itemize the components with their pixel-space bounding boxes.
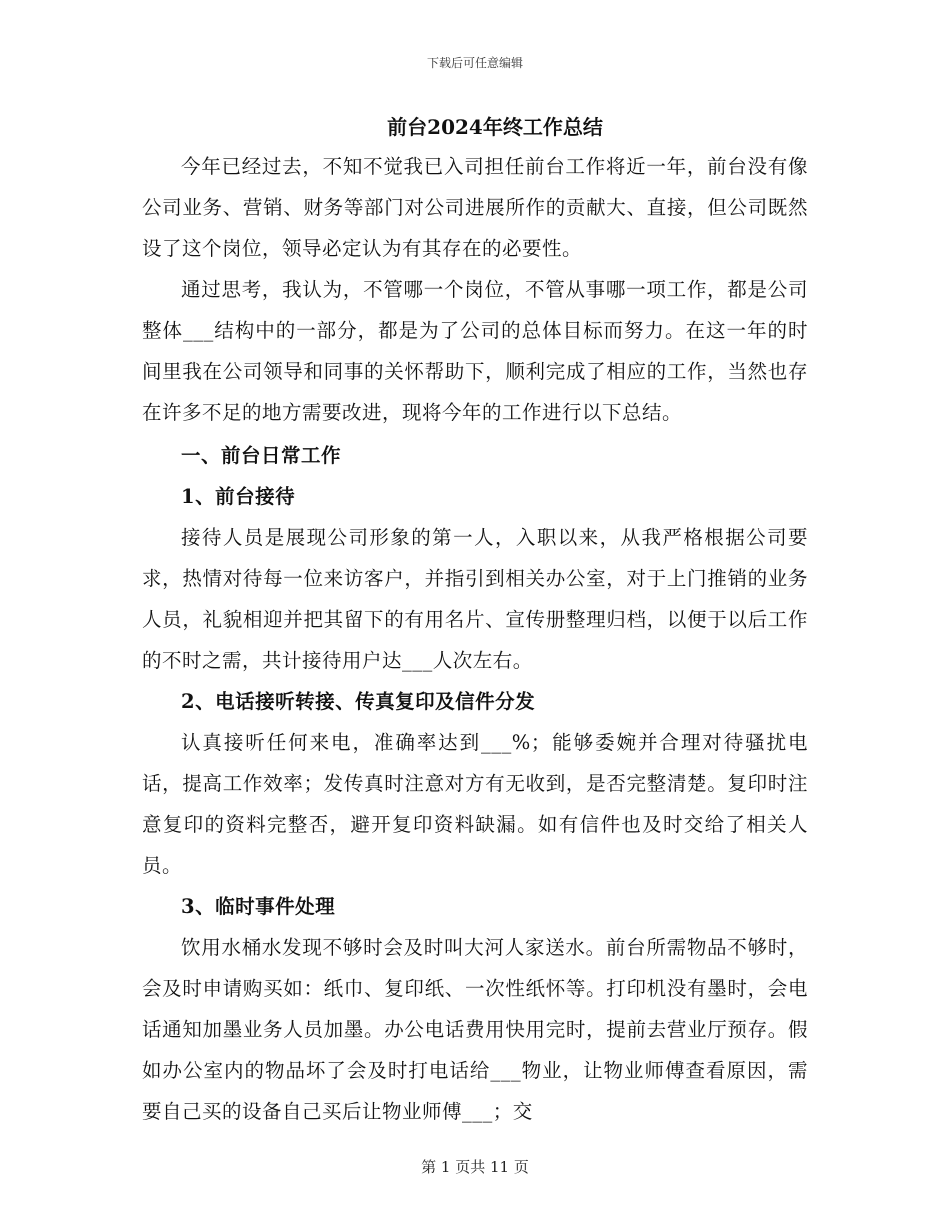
intro-paragraph-1: 今年已经过去，不知不觉我已入司担任前台工作将近一年，前台没有像公司业务、营销、财务等部门对公司进展所作的贡献大、直接，但公司既然设了这个岗位，领导必定认为有其存在的必要性。 bbox=[142, 155, 808, 260]
document-body bbox=[142, 112, 808, 1132]
subsection-heading-reception: 1、前台接待 bbox=[181, 485, 296, 508]
page-header-note: 下载后可任意编辑 bbox=[426, 56, 523, 70]
intro-paragraph-2: 通过思考，我认为，不管哪一个岗位，不管从事哪一项工作，都是公司整体___结构中的一部分，都是为了公司的总体目标而努力。在这一年的时间里我在公司领导和同事的关怀帮助下，顺利完成了相应的工作，当然也存在许多不足的地方需要改进，现将今年的工作进行以下总结。 bbox=[142, 278, 808, 424]
subsection-heading-temporary-events: 3、临时事件处理 bbox=[181, 895, 336, 918]
phone-fax-paragraph: 认真接听任何来电，准确率达到___%；能够委婉并合理对待骚扰电话，提高工作效率；发传真时注意对方有无收到，是否完整清楚。复印时注意复印的资料完整否，避开复印资料缺漏。如有信件也及时交给了相关人员。 bbox=[142, 731, 808, 877]
reception-paragraph: 接待人员是展现公司形象的第一人，入职以来，从我严格根据公司要求，热情对待每一位来访客户，并指引到相关办公室，对于上门推销的业务人员，礼貌相迎并把其留下的有用名片、宣传册整理归档，以便于以后工作的不时之需，共计接待用户达___人次左右。 bbox=[142, 526, 808, 672]
section-heading-daily-work: 一、前台日常工作 bbox=[181, 444, 342, 467]
temporary-events-paragraph: 饮用水桶水发现不够时会及时叫大河人家送水。前台所需物品不够时，会及时申请购买如：纸巾、复印纸、一次性纸怀等。打印机没有墨时，会电话通知加墨业务人员加墨。办公电话费用快用完时，提前去营业厅预存。假如办公室内的物品坏了会及时打电话给___物业，让物业师傅查看原因，需要自己买的设备自己买后让物业师傅___；交 bbox=[142, 936, 808, 1123]
document-title: 前台2024年终工作总结 bbox=[387, 115, 603, 139]
subsection-heading-phone-fax: 2、电话接听转接、传真复印及信件分发 bbox=[181, 690, 536, 713]
page-number-footer: 第 1 页共 11 页 bbox=[421, 1158, 529, 1176]
